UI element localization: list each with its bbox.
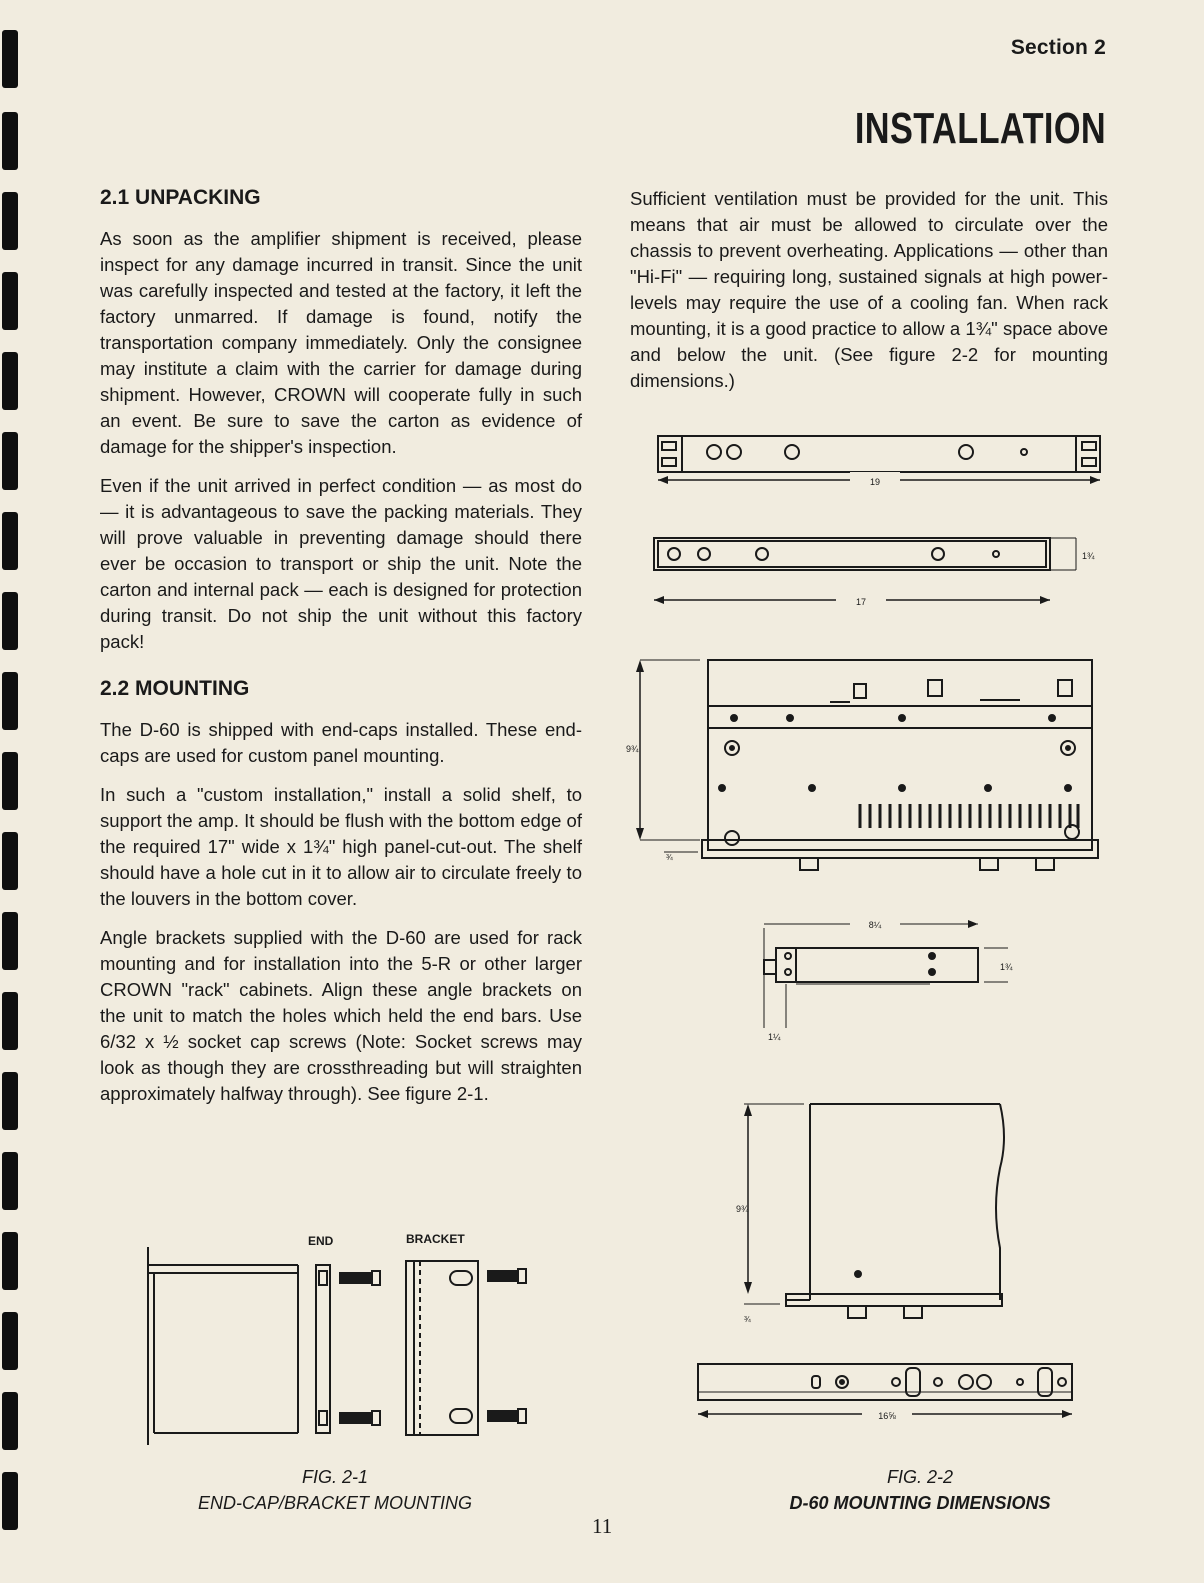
dim-bottom-depth: 9¾ bbox=[736, 1204, 749, 1214]
binder-hole bbox=[2, 192, 18, 250]
left-column bbox=[100, 186, 582, 1120]
binder-hole bbox=[2, 352, 18, 410]
unpacking-paragraph-2: Even if the unit arrived in perfect condition — as most do — it is advantageous to save the packing materials. They will prove valuable in preventing damage should there ever be occasion to transport or ship the unit. Note the carton and internal pack — each is designed for protection during transit. Do not ship the unit without this factory pack! bbox=[100, 475, 582, 652]
binder-hole bbox=[2, 1072, 18, 1130]
bracket-part bbox=[406, 1261, 526, 1435]
binder-hole bbox=[2, 992, 18, 1050]
fig-2-2-caption bbox=[730, 1464, 1110, 1516]
fig-2-2-caption-title: D-60 MOUNTING DIMENSIONS bbox=[789, 1493, 1051, 1513]
binder-hole bbox=[2, 512, 18, 570]
fig-2-2-caption-number: FIG. 2-2 bbox=[886, 1467, 953, 1487]
chassis-bottom-view bbox=[736, 1104, 1004, 1324]
mounting-heading: 2.2 MOUNTING bbox=[100, 677, 250, 700]
binder-hole bbox=[2, 30, 18, 88]
unpacking-heading: 2.1 UNPACKING bbox=[100, 186, 261, 209]
fig-2-1-caption-number: FIG. 2-1 bbox=[301, 1467, 368, 1487]
chassis-rear-view bbox=[698, 1364, 1072, 1422]
chassis-top-view bbox=[626, 660, 1098, 870]
unpacking-paragraph-1: As soon as the amplifier shipment is received, please inspect for any damage incurred in transit. Since the unit was carefully inspected and tested at the factory, it left the factory unmarred. If damage is found, notify the transportation company immediately. Only the consignee may institute a claim with the carrier for damage during shipment. However, CROWN will cooperate fully in such an event. Be sure to save the carton as evidence of damage for the shipper's inspection. bbox=[100, 228, 582, 457]
binder-hole bbox=[2, 592, 18, 650]
ventilation-paragraph: Sufficient ventilation must be provided for the unit. This means that air must be allowed to circulate over the chassis to prevent overheating. Applications — other than "Hi-Fi" — requiring long, sustained signals at high power-levels may require the use of a cooling fan. When rack mounting, it is a good practice to allow a 1¾" space above and below the unit. (See figure 2-2 for mounting dimensions.) bbox=[630, 188, 1108, 391]
binder-hole bbox=[2, 1392, 18, 1450]
chassis-end-view bbox=[148, 1247, 298, 1445]
binder-hole bbox=[2, 432, 18, 490]
fig-2-1-drawing bbox=[140, 1225, 560, 1455]
fig1-label-end: END bbox=[308, 1234, 334, 1248]
dim-side-height: 1¾ bbox=[1000, 962, 1013, 972]
dim-bottom-offset: ¾ bbox=[744, 1315, 751, 1324]
page-title: INSTALLATION bbox=[854, 104, 1106, 153]
binder-hole bbox=[2, 112, 18, 170]
right-column bbox=[630, 186, 1108, 407]
binder-hole bbox=[2, 1472, 18, 1530]
front-panel-view bbox=[658, 436, 1100, 488]
fig-2-2-drawing bbox=[626, 428, 1110, 1438]
fig1-label-bracket: BRACKET bbox=[406, 1232, 465, 1246]
binder-holes bbox=[0, 0, 28, 1583]
page-number: 11 bbox=[592, 1514, 613, 1538]
mounting-paragraph-3: Angle brackets supplied with the D-60 are used for rack mounting and for installation into the 5-R or other larger CROWN "rack" cabinets. Align these angle brackets on the unit to match the holes which held the end bars. Use 6/32 x ½ socket cap screws (Note: Socket screws may look as though they are crossthreading but will straighten approximately halfway through). See figure 2-1. bbox=[100, 927, 582, 1104]
fig-2-1-caption-title: END-CAP/BRACKET MOUNTING bbox=[197, 1493, 473, 1513]
dim-front-width: 19 bbox=[869, 477, 881, 487]
binder-hole bbox=[2, 672, 18, 730]
mounting-paragraph-1: The D-60 is shipped with end-caps installed. These end-caps are used for custom panel mounting. bbox=[100, 719, 582, 766]
fig-2-1-caption bbox=[150, 1464, 520, 1516]
dim-side-depth: 8¼ bbox=[868, 920, 882, 930]
binder-hole bbox=[2, 1232, 18, 1290]
binder-hole bbox=[2, 752, 18, 810]
binder-hole bbox=[2, 1152, 18, 1210]
binder-hole bbox=[2, 912, 18, 970]
binder-hole bbox=[2, 832, 18, 890]
chassis-front-view bbox=[654, 538, 1095, 608]
dim-chassis-height: 1¾ bbox=[1082, 551, 1095, 561]
dim-rear-width: 16⅝ bbox=[878, 1411, 896, 1421]
binder-hole bbox=[2, 272, 18, 330]
dim-side-offset: 1¼ bbox=[768, 1032, 781, 1042]
dim-chassis-width: 17 bbox=[855, 597, 867, 607]
dim-top-depth: 9¾ bbox=[626, 744, 639, 754]
mounting-paragraph-2: In such a "custom installation," install a solid shelf, to support the amp. It should be flush with the bottom edge of the required 17" wide x 1¾" high panel-cut-out. The shelf should have a hole cut in it to allow air to circulate freely to the louvers in the bottom cover. bbox=[100, 784, 582, 909]
section-label: Section 2 bbox=[1010, 36, 1106, 59]
end-cap-part bbox=[316, 1265, 380, 1433]
chassis-side-view bbox=[764, 916, 1013, 1042]
dim-top-offset: ¾ bbox=[666, 853, 673, 862]
binder-hole bbox=[2, 1312, 18, 1370]
